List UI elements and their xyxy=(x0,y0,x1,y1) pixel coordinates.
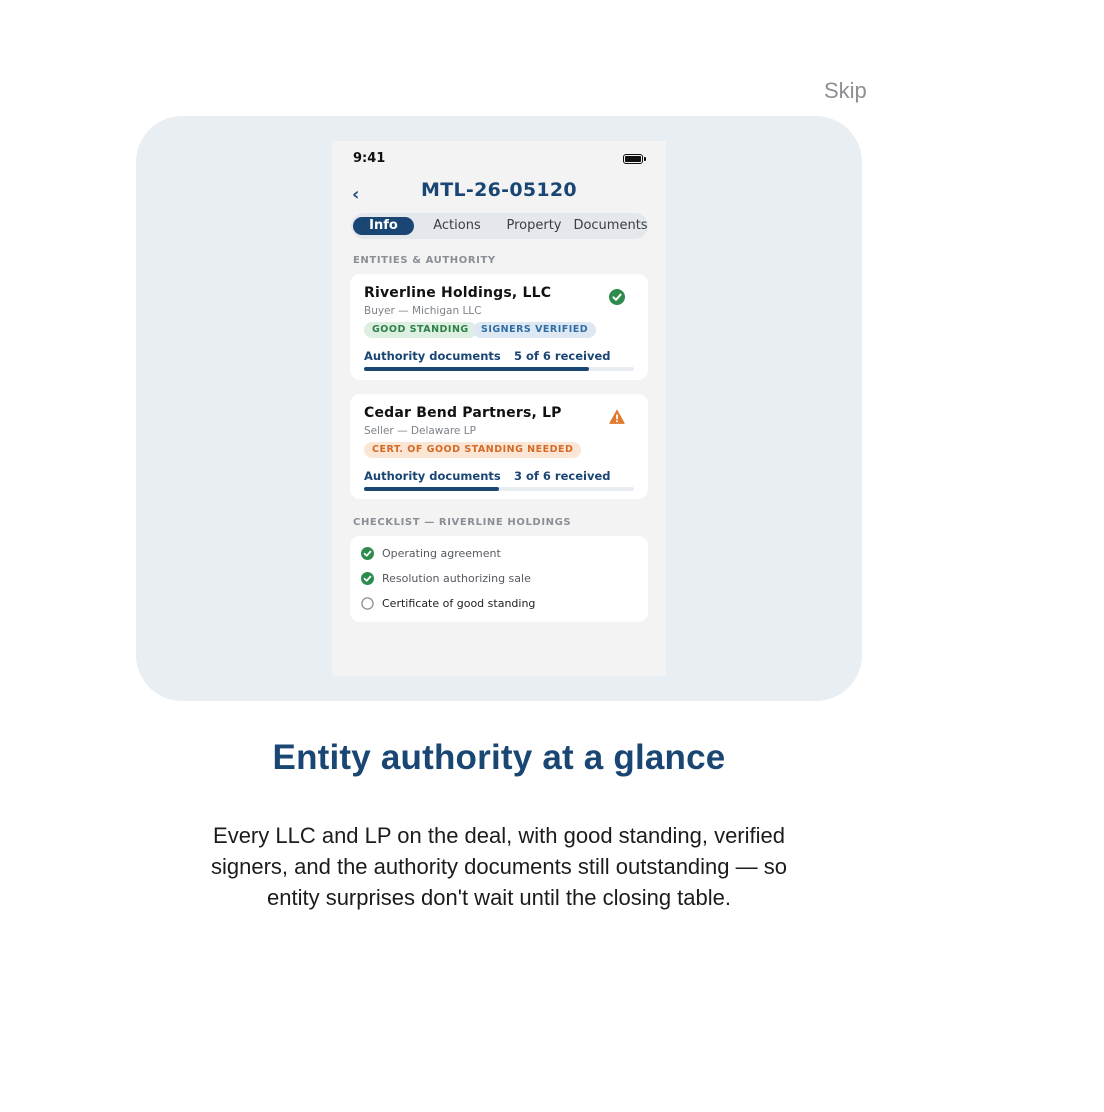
authority-progress-fill xyxy=(364,487,499,491)
entity-name: Riverline Holdings, LLC xyxy=(364,285,552,301)
page-title: MTL-26-05120 xyxy=(421,179,577,201)
badge-cert-needed: CERT. OF GOOD STANDING NEEDED xyxy=(364,442,581,458)
checklist-card xyxy=(350,536,648,622)
badge-signers-verified: SIGNERS VERIFIED xyxy=(473,322,596,338)
check-circle-icon xyxy=(361,547,374,560)
authority-progress-bar xyxy=(364,367,634,371)
description-line: entity surprises don't wait until the closing table. xyxy=(267,885,731,910)
checklist-section-label: CHECKLIST — RIVERLINE HOLDINGS xyxy=(353,517,572,528)
entities-section-label: ENTITIES & AUTHORITY xyxy=(353,255,496,266)
entity-card-cedar-bend[interactable] xyxy=(350,394,648,499)
battery-icon xyxy=(623,154,643,164)
badge-good-standing: GOOD STANDING xyxy=(364,322,477,338)
warning-icon xyxy=(609,409,625,425)
checklist-item[interactable] xyxy=(361,570,531,586)
tab-property[interactable]: Property xyxy=(506,218,562,233)
checklist-item-label: Operating agreement xyxy=(382,546,501,560)
entity-subtitle: Buyer — Michigan LLC xyxy=(364,305,482,317)
authority-documents-label: Authority documents xyxy=(364,349,501,363)
authority-documents-count: 5 of 6 received xyxy=(514,349,611,363)
description-line: signers, and the authority documents still outstanding — so xyxy=(211,854,787,879)
authority-progress-bar xyxy=(364,487,634,491)
authority-progress-fill xyxy=(364,367,589,371)
onboarding-headline: Entity authority at a glance xyxy=(272,738,726,777)
onboarding-description xyxy=(160,820,838,913)
phone-screen xyxy=(332,141,666,676)
authority-documents-count: 3 of 6 received xyxy=(514,469,611,483)
checklist-item[interactable] xyxy=(361,595,535,611)
checklist-item-label: Certificate of good standing xyxy=(382,596,536,610)
check-circle-icon xyxy=(361,572,374,585)
tab-info[interactable]: Info xyxy=(353,217,414,235)
check-circle-icon xyxy=(609,289,625,305)
back-button[interactable]: ‹ xyxy=(352,184,360,205)
entity-name: Cedar Bend Partners, LP xyxy=(364,405,562,421)
entity-card-riverline[interactable] xyxy=(350,274,648,380)
segmented-tabs xyxy=(351,213,648,239)
empty-circle-icon xyxy=(361,597,374,610)
skip-button[interactable]: Skip xyxy=(824,78,867,103)
tab-actions[interactable]: Actions xyxy=(433,218,481,233)
checklist-item-label: Resolution authorizing sale xyxy=(382,571,531,585)
tab-documents[interactable]: Documents xyxy=(573,218,648,233)
description-line: Every LLC and LP on the deal, with good standing, verified xyxy=(213,823,785,848)
status-bar-time: 9:41 xyxy=(353,151,386,166)
checklist-item[interactable] xyxy=(361,545,501,561)
authority-documents-label: Authority documents xyxy=(364,469,501,483)
entity-subtitle: Seller — Delaware LP xyxy=(364,425,476,437)
